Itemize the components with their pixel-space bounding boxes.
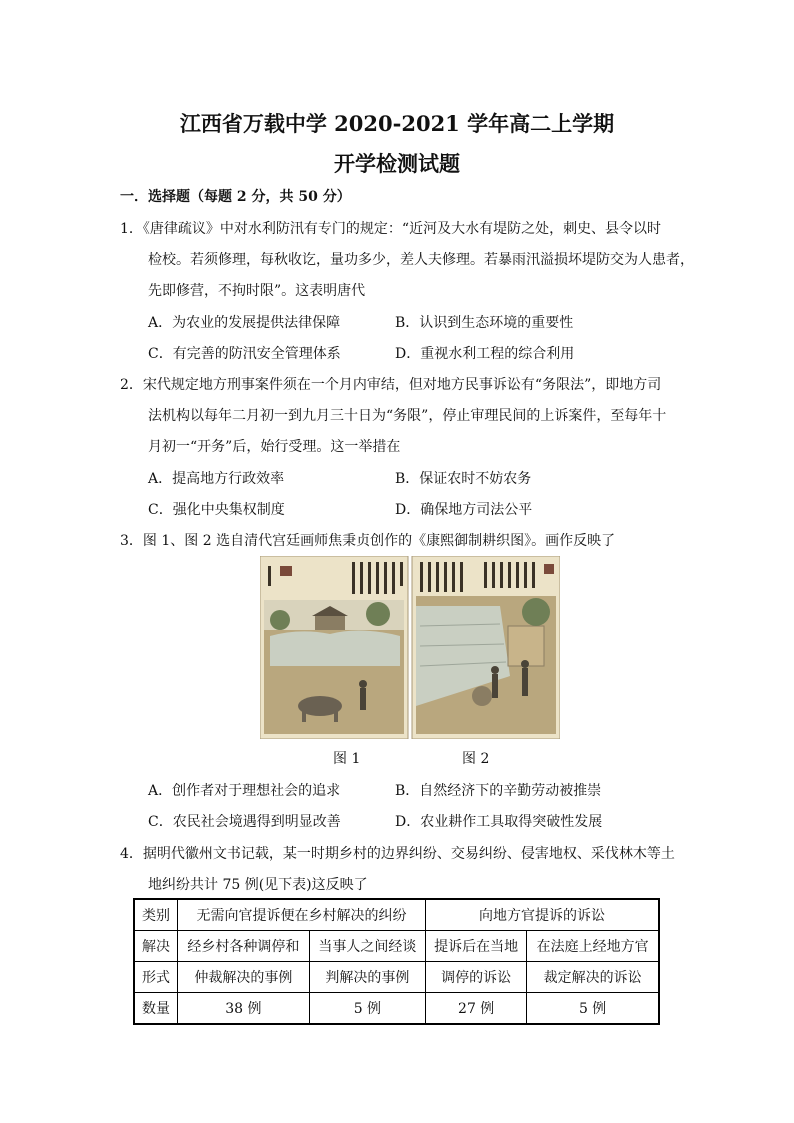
q2-option-b[interactable]: B．保证农时不妨农务 [395,471,532,487]
q3-option-a[interactable]: A．创作者对于理想社会的追求 [148,783,341,799]
q1-option-a[interactable]: A．为农业的发展提供法律保障 [148,315,341,331]
q3-option-d[interactable]: D．农业耕作工具取得突破性发展 [395,814,603,830]
q2-option-c[interactable]: C．强化中央集权制度 [148,502,285,518]
q1-line-2: 检校。若须修理，每秋收讫，量功多少，差人夫修理。若暴雨汛溢损坏堤防交为人患者， [148,252,694,268]
table-cell: 无需向官提诉便在乡村解决的纠纷 [178,899,426,931]
table-cell: 裁定解决的诉讼 [527,962,659,993]
painting-figure-1 [260,556,408,739]
table-cell: 解决 [134,931,178,962]
dispute-table [133,898,660,1025]
q3-option-c[interactable]: C．农民社会境遇得到明显改善 [148,814,341,830]
table-row [134,962,659,993]
table-cell: 27 例 [426,993,527,1025]
q2-line-3: 月初一“开务”后，始行受理。这一举措在 [148,439,401,455]
q1-option-c[interactable]: C．有完善的防汛安全管理体系 [148,346,341,362]
q2-line-2: 法机构以每年二月初一到九月三十日为“务限”，停止审理民间的上诉案件，至每年十 [148,408,667,424]
q3-line-1: 3．图 1、图 2 选自清代宫廷画师焦秉贞创作的《康熙御制耕织图》。画作反映了 [120,533,616,549]
table-cell: 类别 [134,899,178,931]
table-cell: 当事人之间经谈 [309,931,425,962]
q1-line-1: 1．《唐律疏议》中对水利防汛有专门的规定：“近河及大水有堤防之处，刺史、县令以时 [120,221,662,237]
painting-figure-2 [412,556,560,739]
table-row [134,993,659,1025]
q4-line-2: 地纠纷共计 75 例(见下表)这反映了 [148,877,368,893]
page-title-line-2: 开学检测试题 [334,151,460,176]
gengzhi-paintings [260,556,560,739]
table-cell: 判解决的事例 [309,962,425,993]
table-row [134,931,659,962]
table-cell: 仲裁解决的事例 [178,962,310,993]
table-row [134,899,659,931]
table-cell: 调停的诉讼 [426,962,527,993]
page-title-line-1: 江西省万载中学 2020-2021 学年高二上学期 [179,111,615,136]
q4-line-1: 4．据明代徽州文书记载，某一时期乡村的边界纠纷、交易纠纷、侵害地权、采伐林木等土 [120,846,675,862]
q2-line-1: 2．宋代规定地方刑事案件须在一个月内审结，但对地方民事诉讼有“务限法”，即地方司 [120,377,662,393]
table-cell: 提诉后在当地 [426,931,527,962]
table-cell: 38 例 [178,993,310,1025]
table-cell: 数量 [134,993,178,1025]
q1-option-d[interactable]: D．重视水利工程的综合利用 [395,346,575,362]
figure-2-caption: 图 2 [462,751,490,767]
table-cell: 在法庭上经地方官 [527,931,659,962]
q1-line-3: 先即修营，不拘时限”。这表明唐代 [148,283,366,299]
table-cell: 5 例 [309,993,425,1025]
q3-option-b[interactable]: B．自然经济下的辛勤劳动被推崇 [395,783,602,799]
table-cell: 形式 [134,962,178,993]
figure-1-caption: 图 1 [333,751,361,767]
q2-option-a[interactable]: A．提高地方行政效率 [148,471,285,487]
table-cell: 经乡村各种调停和 [178,931,310,962]
q2-option-d[interactable]: D．确保地方司法公平 [395,502,533,518]
q1-option-b[interactable]: B．认识到生态环境的重要性 [395,315,574,331]
section-heading: 一．选择题（每题 2 分，共 50 分） [120,189,351,205]
table-cell: 5 例 [527,993,659,1025]
table-cell: 向地方官提诉的诉讼 [426,899,659,931]
